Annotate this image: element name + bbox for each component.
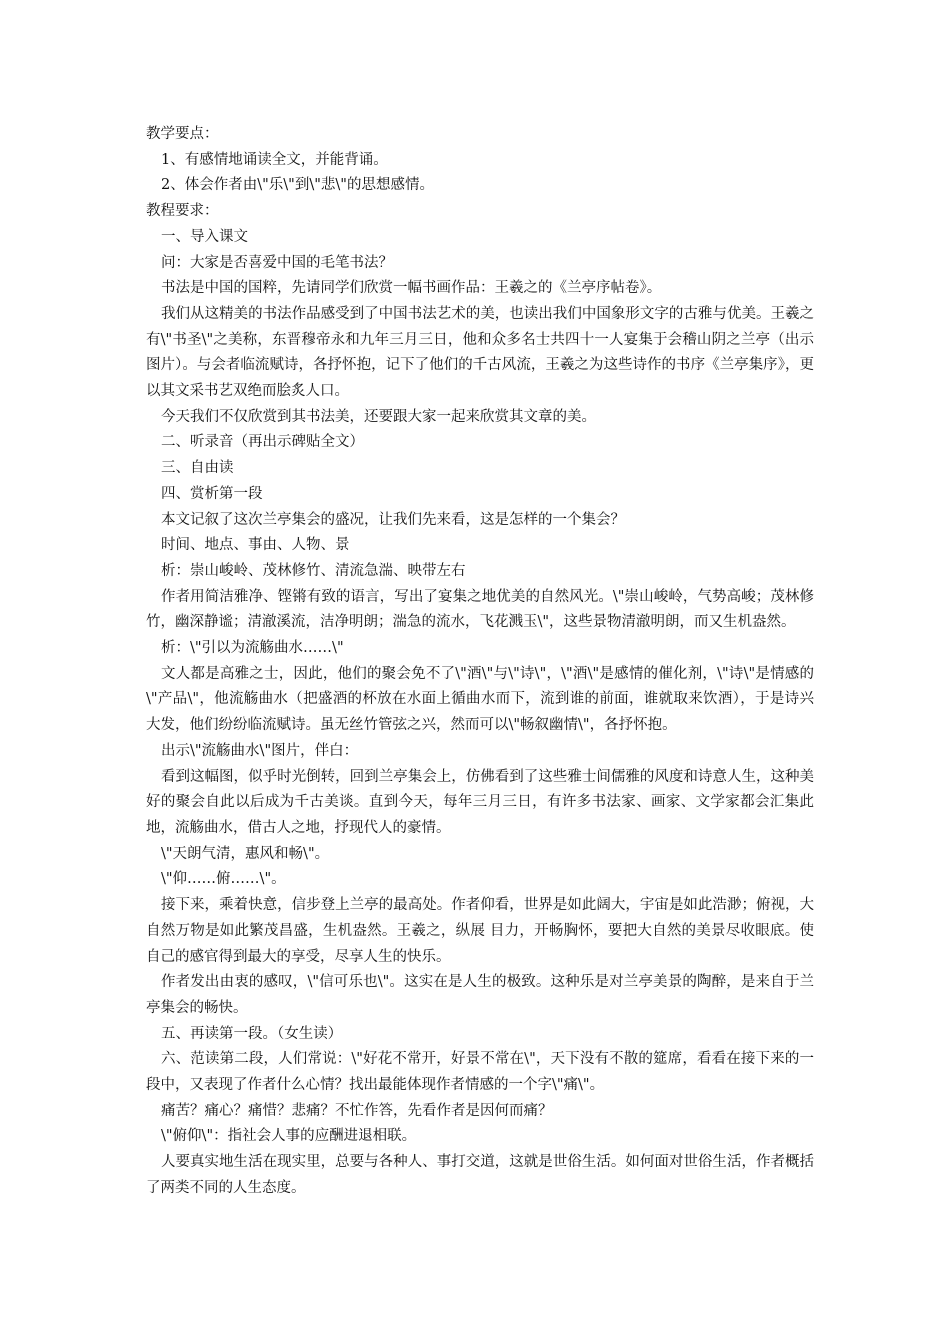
paragraph: 接下来，乘着快意，信步登上兰亭的最高处。作者仰看，世界是如此阔大，宇宙是如此浩渺；俯视，大自然万物是如此繁茂昌盛，生机盎然。王羲之，纵展 目力，开畅胸怀，要把大自然的美景尽收眼底。使自己的感官得到最大的享受，尽享人生的快乐。 (146, 897, 814, 965)
paragraph: 六、范读第二段，人们常说：\"好花不常开，好景不常在\"，天下没有不散的筵席，看看在接下来的一段中，又表现了作者什么心情？找出最能体现作者情感的一个字\"痛\"。 (146, 1051, 814, 1094)
paragraph: 作者发出由衷的感叹，\"信可乐也\"。这实在是人生的极致。这种乐是对兰亭美景的陶醉，是来自于兰亭集会的畅快。 (146, 974, 814, 1016)
paragraph: 析：\"引以为流觞曲水……\" (161, 640, 344, 657)
section-heading: 三、自由读 (161, 460, 234, 477)
section-heading: 一、导入课文 (161, 228, 248, 245)
paragraph: 我们从这精美的书法作品感受到了中国书法艺术的美，也读出我们中国象形文字的古雅与优美。王羲之有\"书圣\"之美称，东晋穆帝永和九年三月三日，他和众多名士共四十一人宴集于会稽山阴之兰亭（出示图片）。与会者临流赋诗，各抒怀抱，记下了他们的千古风流，王羲之为这些诗作的书序《兰亭集序》，更以其文采书艺双绝而脍炙人口。 (146, 305, 814, 400)
paragraph: 析：崇山峻岭、茂林修竹、清流急湍、映带左右 (161, 562, 466, 579)
paragraph: 看到这幅图，似乎时光倒转，回到兰亭集会上，仿佛看到了这些雅士间儒雅的风度和诗意人生，这种美好的聚会自此以后成为千古美谈。直到今天，每年三月三日，有许多书法家、画家、文学家都会汇集此地，流觞曲水，借古人之地，抒现代人的豪情。 (146, 768, 814, 836)
document-body (146, 122, 814, 1202)
section-heading: 四、赏析第一段 (161, 485, 263, 502)
paragraph: \"俯仰\"：指社会人事的应酬进退相联。 (161, 1128, 417, 1145)
paragraph: 人要真实地生活在现实里，总要与各种人、事打交道，这就是世俗生活。如何面对世俗生活，作者概括了两类不同的人生态度。 (146, 1154, 814, 1196)
paragraph: 本文记叙了这次兰亭集会的盛况，让我们先来看，这是怎样的一个集会？ (161, 511, 625, 528)
paragraph: 出示\"流觞曲水\"图片，伴白： (161, 742, 359, 759)
paragraph: 书法是中国的国粹，先请同学们欣赏一幅书画作品：王羲之的《兰亭序帖卷》。 (161, 280, 662, 297)
list-item: 2、体会作者由\"乐\"到\"悲\"的思想感情。 (161, 177, 434, 194)
heading-teaching-points: 教学要点： (146, 126, 219, 142)
paragraph: 时间、地点、事由、人物、景 (161, 537, 350, 554)
paragraph: 问：大家是否喜爱中国的毛笔书法？ (161, 254, 393, 271)
paragraph: 痛苦？痛心？痛惜？悲痛？不忙作答，先看作者是因何而痛？ (161, 1102, 553, 1119)
paragraph: 文人都是高雅之士，因此，他们的聚会免不了\"酒\"与\"诗\"，\"酒\"是感情的催化剂，\"诗\"是情感的\"产品\"，他流觞曲水（把盛酒的杯放在水面上循曲水而下，流到谁的前面，谁就取来饮酒），于是诗兴大发，他们纷纷临流赋诗。虽无丝竹管弦之兴，然而可以\"畅叙幽情\"，各抒怀抱。 (146, 665, 814, 734)
paragraph: 作者用简洁雅净、铿锵有致的语言，写出了宴集之地优美的自然风光。\"崇山峻岭，气势高峻；茂林修竹，幽深静谧；清澈溪流，洁净明朗；湍急的流水，飞花溅玉\"，这些景物清澈明朗，而又生机盎然。 (146, 588, 814, 631)
list-item: 1、有感情地诵读全文，并能背诵。 (161, 151, 388, 168)
paragraph: 今天我们不仅欣赏到其书法美，还要跟大家一起来欣赏其文章的美。 (161, 408, 596, 425)
section-heading: 二、听录音（再出示碑贴全文） (161, 434, 364, 451)
section-heading: 五、再读第一段。（女生读） (161, 1025, 343, 1042)
heading-course-requirements: 教程要求： (146, 203, 219, 220)
paragraph: \"天朗气清，惠风和畅\"。 (161, 845, 330, 862)
paragraph: \"仰……俯……\"。 (161, 871, 286, 888)
